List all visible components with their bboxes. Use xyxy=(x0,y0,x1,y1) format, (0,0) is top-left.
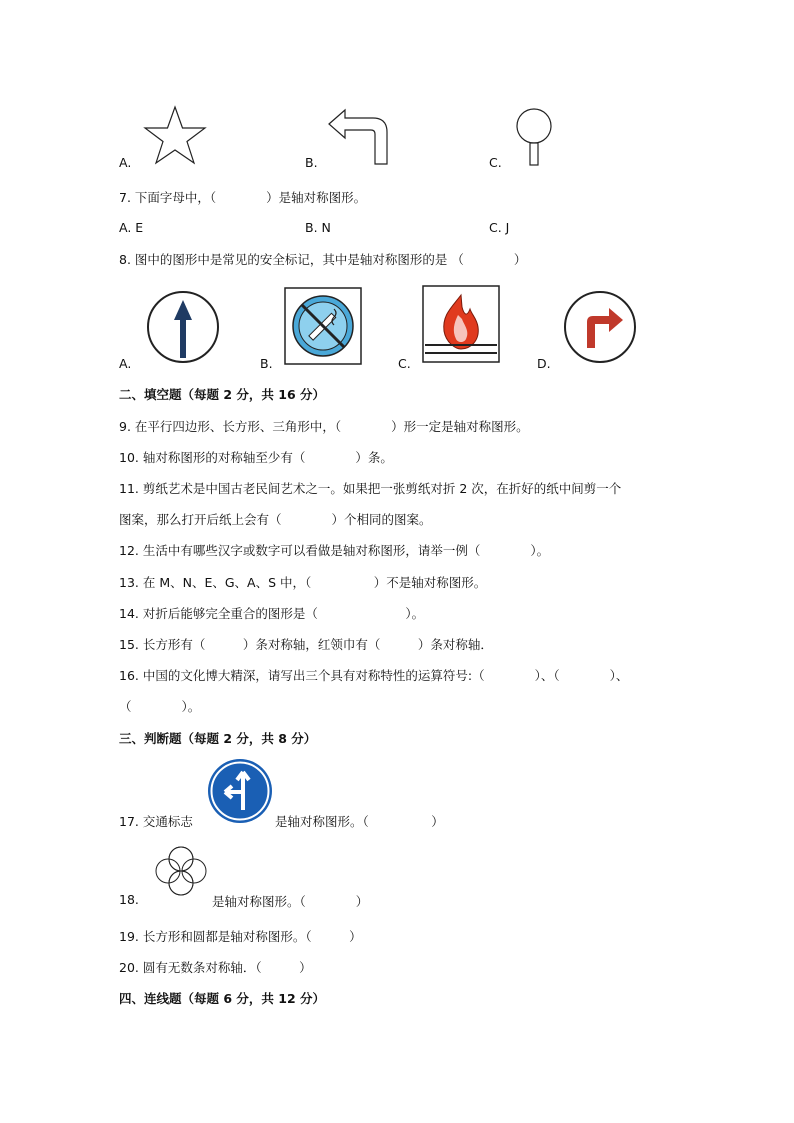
q9: 9. 在平行四边形、长方形、三角形中，（ ）形一定是轴对称图形。 xyxy=(119,419,529,434)
q15: 15. 长方形有（ ）条对称轴，红领巾有（ ）条对称轴． xyxy=(119,637,493,652)
q6-option-c-label: C. xyxy=(489,155,502,170)
q7-option-c: C. J xyxy=(489,220,510,235)
section4-title: 四、连线题（每题 6 分，共 12 分） xyxy=(119,991,326,1006)
q18-suffix: 是轴对称图形。（ ） xyxy=(212,894,369,909)
four-circle-flower-icon xyxy=(152,845,210,897)
q16-line2: （ ）。 xyxy=(119,699,201,714)
q20: 20. 圆有无数条对称轴．（ ） xyxy=(119,960,312,975)
q8-option-a-label: A. xyxy=(119,356,132,371)
q16-line1: 16. 中国的文化博大精深，请写出三个具有对称特性的运算符号:（ ）、（ ）、 xyxy=(119,668,629,683)
q7-option-b: B. N xyxy=(305,220,331,235)
turn-right-sign-icon xyxy=(563,290,637,364)
traffic-sign-icon xyxy=(207,758,273,824)
q10: 10. 轴对称图形的对称轴至少有（ ）条。 xyxy=(119,450,393,465)
q12: 12. 生活中有哪些汉字或数字可以看做是轴对称图形，请举一例（ ）。 xyxy=(119,543,550,558)
q11-line2: 图案，那么打开后纸上会有（ ）个相同的图案。 xyxy=(119,512,432,527)
q8-option-b-label: B. xyxy=(260,356,273,371)
section3-title: 三、判断题（每题 2 分，共 8 分） xyxy=(119,731,317,746)
q17-prefix: 17. 交通标志 xyxy=(119,814,193,829)
star-icon xyxy=(142,104,208,166)
fire-sign-icon xyxy=(422,285,500,363)
no-smoking-sign-icon xyxy=(284,287,362,365)
q7-option-a: A. E xyxy=(119,220,144,235)
straight-arrow-sign-icon xyxy=(146,290,220,364)
section2-title: 二、填空题（每题 2 分，共 16 分） xyxy=(119,387,326,402)
q7-question: 7. 下面字母中，（ ）是轴对称图形。 xyxy=(119,190,367,205)
q6-option-a-label: A. xyxy=(119,155,132,170)
q8-option-c-label: C. xyxy=(398,356,411,371)
q14: 14. 对折后能够完全重合的图形是（ ）。 xyxy=(119,606,425,621)
q18-prefix: 18. xyxy=(119,892,139,907)
q8-question: 8. 图中的图形中是常见的安全标记，其中是轴对称图形的是 （ ） xyxy=(119,252,527,267)
q6-option-b-label: B. xyxy=(305,155,318,170)
q19: 19. 长方形和圆都是轴对称图形。（ ） xyxy=(119,929,362,944)
q11-line1: 11. 剪纸艺术是中国古老民间艺术之一。如果把一张剪纸对折 2 次，在折好的纸中间剪一个 xyxy=(119,481,622,496)
q8-option-d-label: D. xyxy=(537,356,551,371)
lollipop-icon xyxy=(514,108,554,168)
q17-suffix: 是轴对称图形。（ ） xyxy=(275,814,444,829)
turn-arrow-icon xyxy=(327,108,389,166)
q13: 13. 在 M、N、E、G、A、S 中，（ ）不是轴对称图形。 xyxy=(119,575,487,590)
